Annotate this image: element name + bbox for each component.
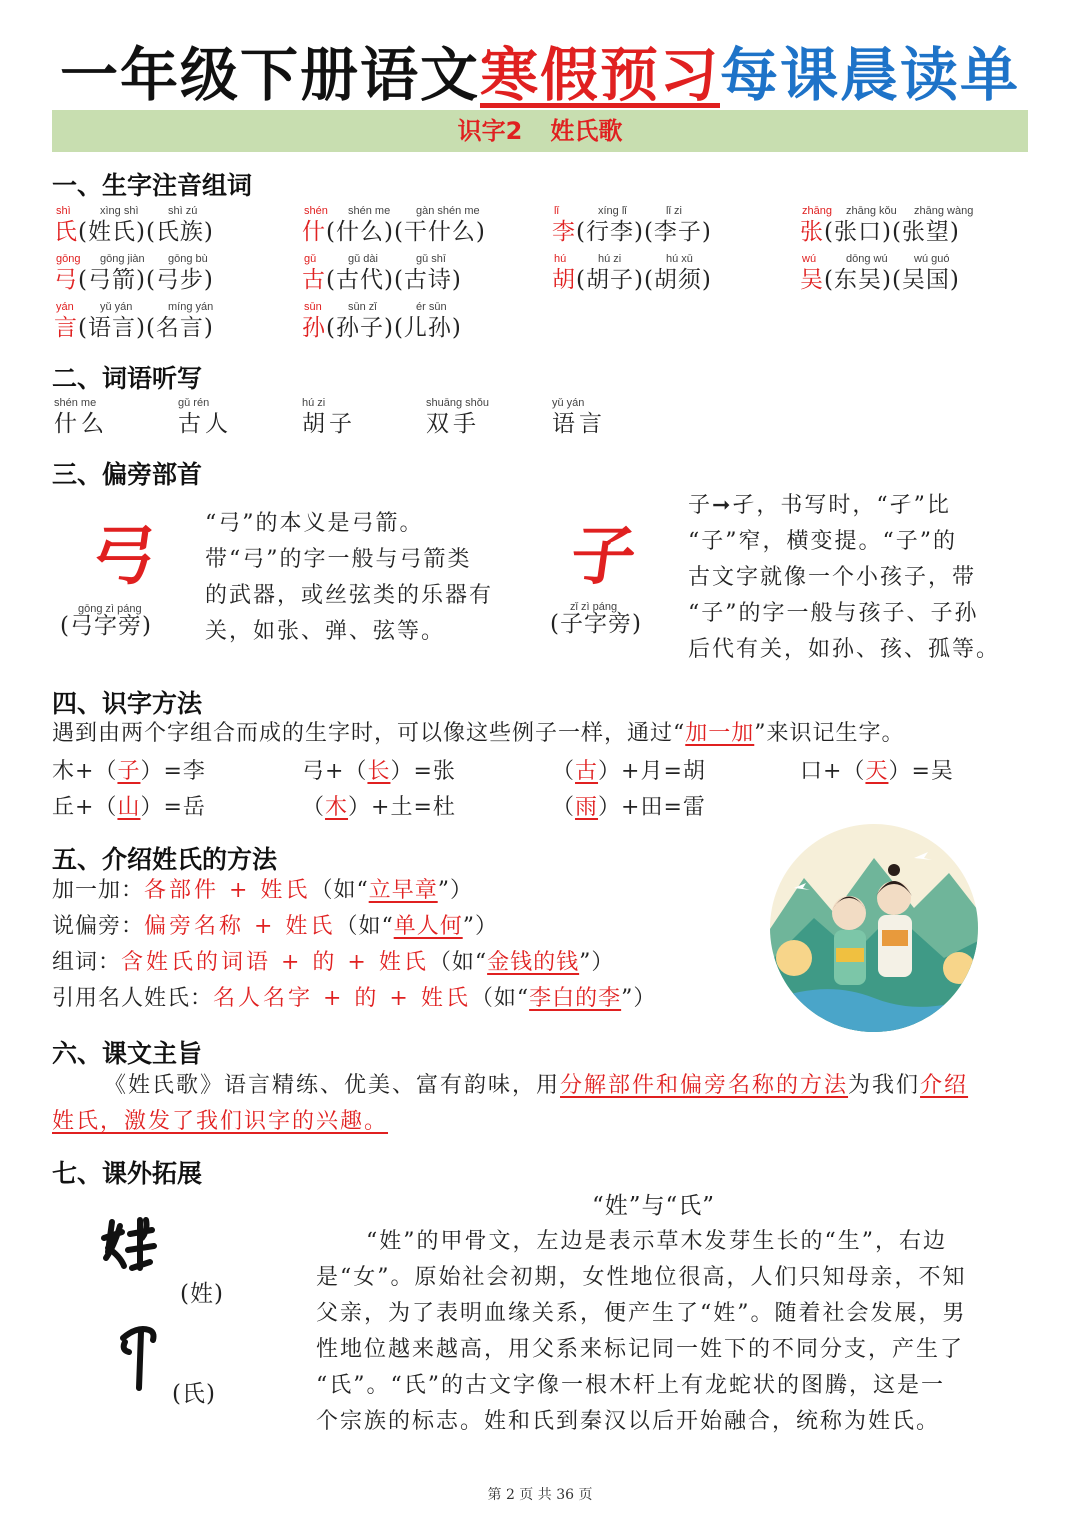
pinyin: hú zi	[598, 253, 622, 265]
character-words: (孙子)(儿孙)	[326, 315, 462, 341]
pinyin: shì	[56, 205, 71, 217]
method-label: 引用名人姓氏：	[52, 986, 214, 1011]
new-character: 言	[54, 315, 78, 341]
dictation-item	[178, 396, 232, 438]
method-line	[52, 945, 614, 981]
method-example: 立早章	[368, 878, 438, 903]
article-title: “姓”与“氏”	[592, 1193, 716, 1219]
equation-answer: 木	[325, 795, 349, 820]
new-character: 孙	[302, 315, 326, 341]
main-idea-key-2b: 姓氏，激发了我们识字的兴趣。	[52, 1109, 389, 1134]
character-words: (语言)(名言)	[78, 315, 214, 341]
char-entry	[54, 204, 294, 250]
section-5-heading: 五、介绍姓氏的方法	[52, 845, 278, 874]
pinyin: yǔ yán	[100, 301, 133, 313]
zi-radical-desc	[688, 488, 1038, 668]
article-line: 父亲，为了表明血缘关系，便产生了“姓”。随着社会发展，男	[316, 1301, 967, 1326]
character-words: (什么)(干什么)	[326, 219, 486, 245]
desc-line: 关，如张、弹、弦等。	[205, 619, 446, 644]
char-line	[54, 314, 294, 342]
equation	[302, 754, 456, 790]
lesson-banner	[52, 110, 1028, 152]
dictation-pinyin: shuāng shǒu	[426, 397, 489, 409]
main-idea-part: 《姓氏歌》语言精练、优美、富有韵味，用	[104, 1073, 561, 1098]
article-line: “氏”。“氏”的古文字像一根木杆上有龙蛇状的图腾，这是一	[316, 1373, 945, 1398]
method-label: 组词：	[52, 950, 122, 975]
new-character: 胡	[552, 267, 576, 293]
desc-line: 古文字就像一个小孩子，带	[688, 565, 977, 590]
equation-part: ）=李	[140, 759, 206, 784]
dictation-item	[426, 396, 489, 438]
page-title	[0, 28, 1080, 112]
equation	[302, 790, 456, 826]
equation-part: 丘+（	[52, 795, 118, 820]
pinyin: sūn zǐ	[348, 301, 377, 313]
pinyin: gōng bù	[168, 253, 208, 265]
gong-radical-name: (弓字旁)	[60, 613, 152, 639]
equation-answer: 古	[575, 759, 599, 784]
pinyin: gōng	[56, 253, 81, 265]
equation-answer: 雨	[575, 795, 599, 820]
equation-part: ）=吴	[888, 759, 954, 784]
pinyin-line	[552, 204, 792, 218]
char-entry	[302, 204, 542, 250]
pinyin: shén	[304, 205, 328, 217]
article-body	[316, 1224, 1036, 1440]
equation-part: （	[552, 795, 576, 820]
zi-radical-name: (子字旁)	[550, 611, 642, 637]
pinyin-line	[302, 300, 542, 314]
section-2-heading: 二、词语听写	[52, 364, 203, 393]
pinyin: wú guó	[914, 253, 950, 265]
equation-part: （	[302, 795, 326, 820]
pinyin: dōng wú	[846, 253, 888, 265]
method-example-open: （如“	[335, 914, 394, 939]
method-line	[52, 981, 656, 1017]
zi-radical-pinyin: zǐ zì páng	[570, 601, 618, 613]
new-character: 氏	[54, 219, 78, 245]
section-7-heading: 七、课外拓展	[52, 1159, 203, 1188]
desc-line: 的武器，或丝弦类的乐器有	[205, 583, 494, 608]
dictation-item	[302, 396, 356, 438]
equation	[552, 754, 706, 790]
gong-radical-desc	[205, 506, 535, 650]
desc-line: “子”窄，横变提。“子”的	[688, 529, 957, 554]
pinyin-line	[800, 252, 1040, 266]
pinyin: lǐ zi	[666, 205, 682, 217]
title-part-red: 寒假预习	[479, 41, 720, 109]
intro-text-end: ”来识记生字。	[754, 721, 905, 746]
desc-line: 子➞孑，书写时，“孑”比	[688, 493, 951, 518]
method-formula: 名人名字 + 的 + 姓氏	[213, 986, 471, 1011]
equation-answer: 天	[865, 759, 889, 784]
method-example-close: ”）	[579, 950, 615, 975]
char-entry	[54, 300, 294, 346]
equation-part: 弓+（	[302, 759, 368, 784]
equation-part: ）+土=杜	[348, 795, 456, 820]
pinyin-line	[302, 204, 542, 218]
char-entry	[552, 204, 792, 250]
article-line: 是“女”。原始社会初期，女性地位很高，人们只知母亲，不知	[316, 1265, 967, 1290]
gong-radical-glyph: 弓	[85, 519, 161, 594]
equation-part: 口+（	[800, 759, 866, 784]
char-line	[800, 218, 1040, 246]
method-formula: 含姓氏的词语 + 的 + 姓氏	[121, 950, 429, 975]
dictation-pinyin: hú zi	[302, 397, 326, 409]
equation-answer: 长	[367, 759, 391, 784]
equation-part: ）=岳	[140, 795, 206, 820]
char-line	[54, 266, 294, 294]
method-example-close: ”）	[462, 914, 498, 939]
method-label: 加一加：	[52, 878, 145, 903]
pinyin: zhāng kǒu	[846, 205, 897, 217]
pinyin: gǔ	[304, 253, 317, 265]
char-entry	[800, 204, 1040, 250]
lesson-name: 姓氏歌	[550, 117, 623, 145]
character-words: (姓氏)(氏族)	[78, 219, 214, 245]
char-line	[302, 266, 542, 294]
equation	[552, 790, 706, 826]
pinyin: ér sūn	[416, 301, 447, 313]
char-line	[302, 218, 542, 246]
dictation-item	[54, 396, 108, 438]
dictation-word: 双手	[426, 411, 480, 437]
char-entry	[54, 252, 294, 298]
pinyin-line	[54, 252, 294, 266]
method-line	[52, 909, 498, 945]
dictation-pinyin: yǔ yán	[552, 397, 585, 409]
pinyin: zhāng	[802, 205, 832, 217]
equation-part: （	[552, 759, 576, 784]
pinyin: hú xū	[666, 253, 693, 265]
new-character: 古	[302, 267, 326, 293]
char-entry	[302, 252, 542, 298]
article-line: “姓”的甲骨文，左边是表示草木发芽生长的“生”，右边	[366, 1229, 947, 1254]
desc-line: 带“弓”的字一般与弓箭类	[205, 547, 472, 572]
method-formula: 各部件 + 姓氏	[144, 878, 311, 903]
method-example: 单人何	[393, 914, 463, 939]
method-example-open: （如“	[310, 878, 369, 903]
equation-answer: 山	[117, 795, 141, 820]
method-label: 说偏旁：	[52, 914, 145, 939]
desc-line: 后代有关，如孙、孩、孤等。	[688, 637, 1001, 662]
desc-line: “弓”的本义是弓箭。	[205, 511, 424, 536]
new-character: 张	[800, 219, 824, 245]
pinyin: yán	[56, 301, 74, 313]
new-character: 李	[552, 219, 576, 245]
pinyin: gǔ dài	[348, 253, 378, 265]
main-idea-text	[52, 1068, 1032, 1140]
shi-glyph-label: (氏)	[172, 1381, 216, 1407]
character-words: (张口)(张望)	[824, 219, 960, 245]
method-example: 李白的李	[529, 986, 622, 1011]
character-words: (行李)(李子)	[576, 219, 712, 245]
oracle-xing-glyph	[100, 1212, 170, 1292]
title-part-black: 一年级下册语文	[59, 41, 480, 109]
char-line	[302, 314, 542, 342]
xing-glyph-label: (姓)	[180, 1281, 224, 1307]
equation-part: 木+（	[52, 759, 118, 784]
pinyin: sūn	[304, 301, 322, 313]
method-example: 金钱的钱	[487, 950, 580, 975]
method-example-close: ”）	[621, 986, 657, 1011]
method-example-open: （如“	[470, 986, 530, 1011]
pinyin: hú	[554, 253, 567, 265]
new-character: 吴	[800, 267, 824, 293]
section-3-heading: 三、偏旁部首	[52, 460, 203, 489]
gong-radical-pinyin: gōng zì páng	[78, 603, 142, 615]
dictation-pinyin: shén me	[54, 397, 97, 409]
new-character: 弓	[54, 267, 78, 293]
equation	[52, 790, 206, 826]
dictation-item	[552, 396, 606, 438]
children-reading-illustration	[764, 818, 984, 1038]
char-line	[552, 266, 792, 294]
oracle-shi-glyph	[115, 1318, 165, 1398]
main-idea-part: 为我们	[848, 1073, 921, 1098]
equation	[800, 754, 954, 790]
section-6-heading: 六、课文主旨	[52, 1039, 203, 1068]
pinyin-line	[800, 204, 1040, 218]
char-entry	[800, 252, 1040, 298]
dictation-word: 古人	[178, 411, 232, 437]
pinyin: zhāng wàng	[914, 205, 974, 217]
main-idea-key-1: 分解部件和偏旁名称的方法	[560, 1073, 849, 1098]
pinyin: shén me	[348, 205, 391, 217]
char-entry	[302, 300, 542, 346]
character-words: (东吴)(吴国)	[824, 267, 960, 293]
equation-answer: 子	[117, 759, 141, 784]
method-formula: 偏旁名称 + 姓氏	[144, 914, 336, 939]
method-line	[52, 873, 473, 909]
equation-part: ）=张	[390, 759, 456, 784]
title-part-blue: 每课晨读单	[720, 41, 1021, 109]
character-words: (胡子)(胡须)	[576, 267, 712, 293]
page-footer: 第 2 页 共 36 页	[487, 1487, 593, 1503]
method-intro	[52, 716, 905, 752]
pinyin: lǐ	[554, 205, 559, 217]
pinyin: xíng lǐ	[598, 205, 627, 217]
article-line: 性地位越来越高，用父系来标记同一姓下的不同分支，产生了	[316, 1337, 965, 1362]
pinyin-line	[54, 204, 294, 218]
pinyin-line	[54, 300, 294, 314]
dictation-word: 什么	[54, 411, 108, 437]
intro-keyword: 加一加	[685, 721, 755, 746]
equation-part: ）+月=胡	[598, 759, 706, 784]
pinyin: gǔ shī	[416, 253, 446, 265]
pinyin: xìng shì	[100, 205, 139, 217]
pinyin: gōng jiàn	[100, 253, 145, 265]
desc-line: “子”的字一般与孩子、子孙	[688, 601, 979, 626]
char-line	[54, 218, 294, 246]
pinyin-line	[552, 252, 792, 266]
zi-radical-glyph: 子	[565, 519, 641, 594]
pinyin: míng yán	[168, 301, 214, 313]
section-4-heading: 四、识字方法	[52, 689, 203, 718]
intro-text: 遇到由两个字组合而成的生字时，可以像这些例子一样，通过“	[52, 721, 686, 746]
article-line: 个宗族的标志。姓和氏到秦汉以后开始融合，统称为姓氏。	[316, 1409, 941, 1434]
char-entry	[552, 252, 792, 298]
method-example-close: ”）	[437, 878, 473, 903]
equation-part: ）+田=雷	[598, 795, 706, 820]
char-line	[552, 218, 792, 246]
dictation-word: 语言	[552, 411, 606, 437]
character-words: (弓箭)(弓步)	[78, 267, 214, 293]
lesson-number: 识字2	[457, 117, 523, 145]
method-example-open: （如“	[428, 950, 488, 975]
equation	[52, 754, 206, 790]
section-1-heading: 一、生字注音组词	[52, 171, 253, 200]
main-idea-key-2a: 介绍	[920, 1073, 969, 1098]
pinyin: gàn shén me	[416, 205, 480, 217]
pinyin: wú	[802, 253, 817, 265]
pinyin-line	[302, 252, 542, 266]
new-character: 什	[302, 219, 326, 245]
char-line	[800, 266, 1040, 294]
dictation-word: 胡子	[302, 411, 356, 437]
character-words: (古代)(古诗)	[326, 267, 462, 293]
dictation-pinyin: gǔ rén	[178, 397, 210, 409]
pinyin: shì zú	[168, 205, 198, 217]
